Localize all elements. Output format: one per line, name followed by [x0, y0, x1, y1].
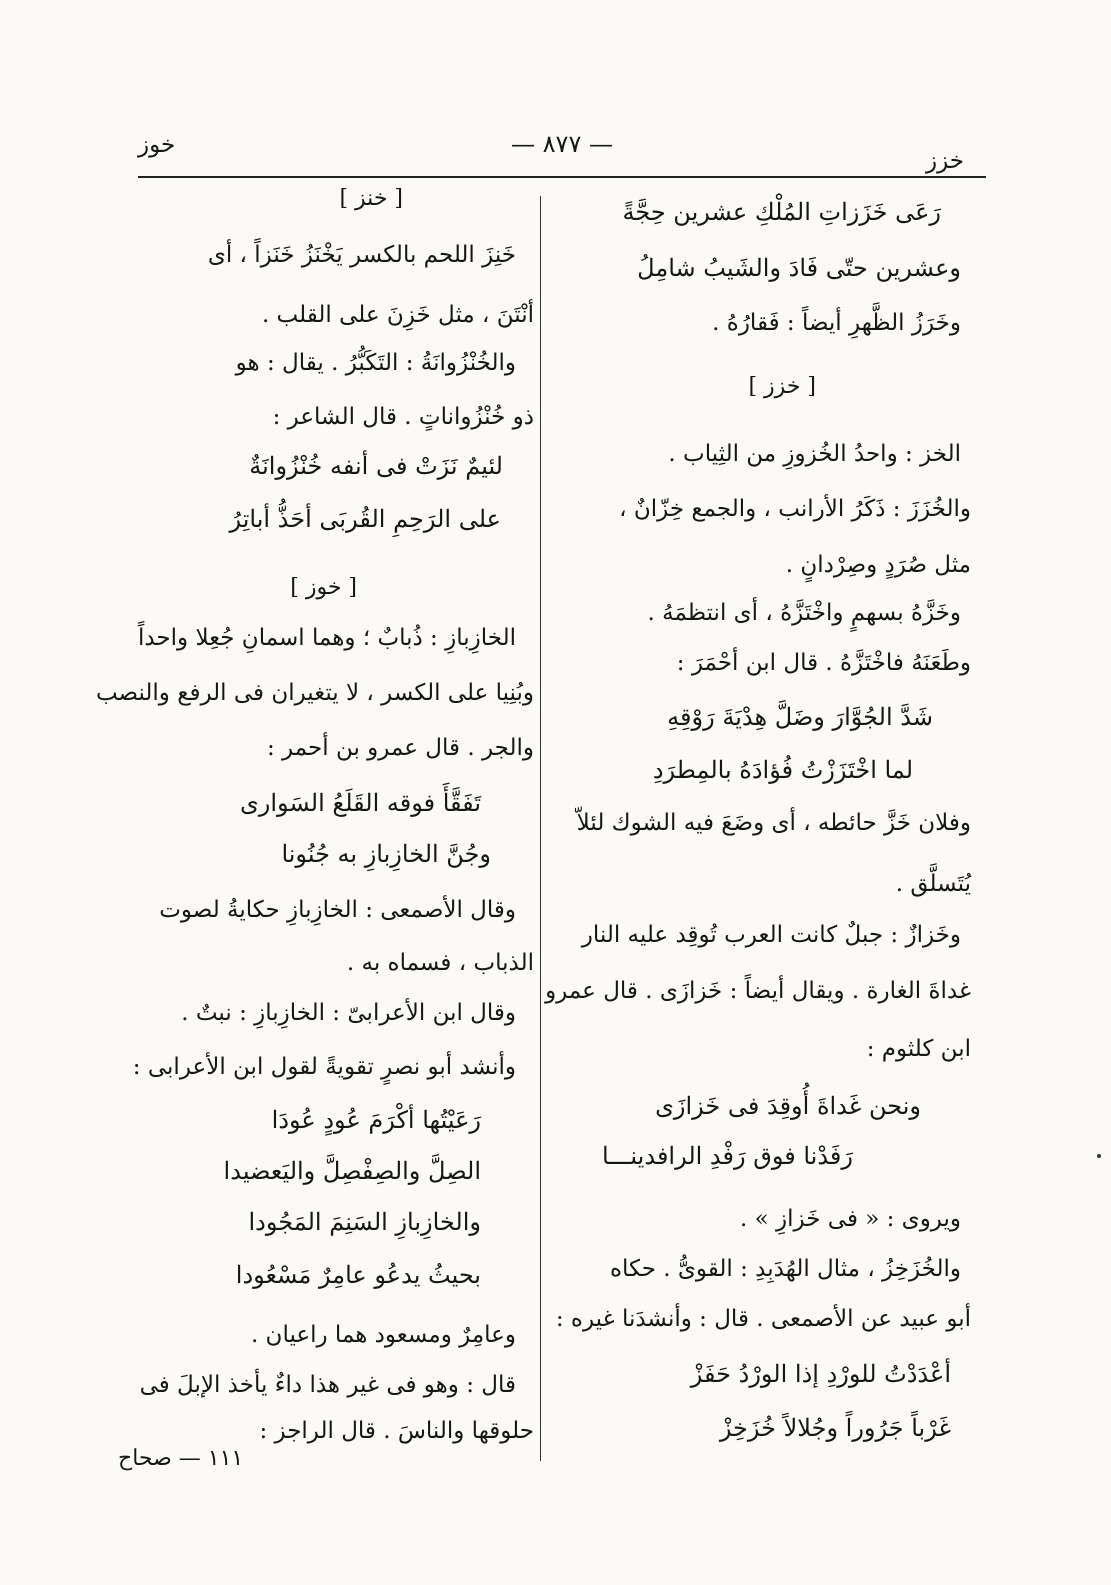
verse-line: رَعَيْتُها أكْرَمَ عُودٍ عُودَا: [271, 1106, 481, 1134]
text-line: والخُنْزُوانَةُ : التَكَبُّرُ . يقال : هو: [235, 350, 516, 376]
entry-heading: [ خوز ]: [290, 575, 357, 600]
verse-line: على الرَحِمِ القُربَى أحَذُّ أباتِرُ: [229, 505, 501, 533]
text-line: وطَعَنَهُ فاخْتَزَّهُ . قال ابن أحْمَرَ :: [676, 650, 971, 676]
text-line: يُتَسلَّق .: [895, 871, 971, 897]
verse-line: لما اخْتَزَزْتُ فُؤادَهُ بالمِطرَدِ: [652, 756, 913, 784]
text-line: وقال ابن الأعرابىّ : الخازِبازِ : نبتٌ .: [181, 1000, 516, 1026]
text-line: وقال الأصمعى : الخازِبازِ حكايةُ لصوت: [159, 897, 516, 923]
entry-heading: [ خنز ]: [339, 186, 403, 211]
text-line: أنْتَنَ ، مثل خَزِنَ على القلب .: [261, 302, 534, 328]
text-line: وخَزازٌ : جبلٌ كانت العرب تُوقِد عليه النار: [581, 922, 961, 948]
text-line: ابن كلثوم :: [866, 1036, 971, 1062]
text-line: وخَزَّهُ بسهمٍ واخْتَزَّهُ ، أى انتظمَهُ .: [647, 600, 961, 626]
text-line: وأنشد أبو نصرٍ تقويةً لقول ابن الأعرابى :: [132, 1054, 516, 1080]
verse-line: والخازِبازِ السَنِمَ المَجُودا: [248, 1208, 481, 1236]
verse-line: أعْدَدْتُ للورْدِ إذا الورْدُ حَفَزْ: [690, 1360, 951, 1388]
verse-line: ونحن غَداةَ أُوقِدَ فى خَزازَى: [655, 1092, 921, 1120]
text-line: ذو خُنْزُواناتٍ . قال الشاعر :: [272, 404, 534, 430]
text-line: والخُزَزَ : ذَكَرُ الأرانب ، والجمع خِزّانٌ ،: [619, 496, 971, 522]
text-line: والخُزَخِزُ ، مثال الهُدَبِدِ : القوىُّ . حكاه: [609, 1256, 961, 1282]
verse-line: بحيثُ يدعُو عامِرٌ مَسْعُودا: [235, 1261, 481, 1289]
text-line: أبو عبيد عن الأصمعى . قال : وأنشدَنا غيره :: [555, 1306, 971, 1332]
text-line: خَنِزَ اللحم بالكسر يَخْنَزُ خَنَزاً ، أى: [207, 242, 516, 268]
left-header-word: خوز: [138, 132, 176, 158]
text-line: الخز : واحدُ الخُزوزِ من الثِياب .: [668, 441, 961, 467]
verse-line: وجُنَّ الخازِبازِ به جُنُونا: [281, 840, 491, 868]
text-line: وخَرَزُ الظَّهرِ أيضاً : فَقارُهُ .: [712, 310, 961, 336]
text-line: الذباب ، فسماه به .: [346, 950, 534, 976]
verse-line: الصِلَّ والصِفْصِلَّ واليَعضيدا: [223, 1157, 481, 1185]
header-rule: [138, 176, 986, 178]
text-line: الخازِبازِ : ذُبابٌ ؛ وهما اسمانِ جُعِلا واحداً: [137, 625, 516, 651]
text-line: مثل صُرَدٍ وصِرْدانٍ .: [785, 552, 971, 578]
text-line: وعامِرٌ ومسعود هما راعيان .: [250, 1322, 516, 1348]
verse-line: وعشرين حتّى فَادَ والشَيبُ شامِلُ: [637, 254, 961, 282]
text-line: قال : وهو فى غير هذا داءٌ يأخذ الإبلَ فى: [139, 1372, 516, 1398]
page-footer: ١١١ — صحاح: [118, 1446, 244, 1471]
text-line: وبُنِيا على الكسر ، لا يتغيران فى الرفع والنصب: [95, 680, 534, 706]
text-line: وفلان خَزَّ حائطه ، أى وضَعَ فيه الشوك لئلاّ: [576, 810, 971, 836]
ink-speck: [1097, 1154, 1101, 1158]
verse-line: تَفَقَّأَ فوقه القَلَعُ السَوارى: [239, 789, 481, 817]
entry-heading: [ خزز ]: [748, 374, 816, 399]
text-line: حلوقها والناسَ . قال الراجز :: [259, 1418, 534, 1444]
text-line: ويروى : « فى خَزازِ » .: [740, 1206, 961, 1232]
verse-line: رَفَدْنا فوق رَفْدِ الرافدينـــا: [602, 1142, 853, 1170]
verse-line: لئيمٌ نَزَتْ فى أنفه خُنْزُوانَةٌ: [249, 452, 503, 480]
page-header: [138, 128, 986, 174]
text-line: غداةَ الغارة . ويقال أيضاً : خَزازَى . قال عمرو: [545, 978, 971, 1004]
verse-line: غَرْباً جَرُوراً وجُلالاً خُزَخِزْ: [719, 1414, 951, 1442]
column-divider: [540, 196, 541, 1461]
right-header-word: خزز: [925, 148, 964, 174]
verse-line: شَدَّ الجُوَّارَ وضَلَّ هِدْيَةَ رَوْقِهِ: [667, 703, 933, 731]
text-line: والجر . قال عمرو بن أحمر :: [266, 735, 534, 761]
verse-line: رَعَى خَزَزاتِ المُلْكِ عشرين حِجَّةً: [622, 198, 941, 226]
page-number: — ٨٧٧ —: [511, 130, 613, 158]
